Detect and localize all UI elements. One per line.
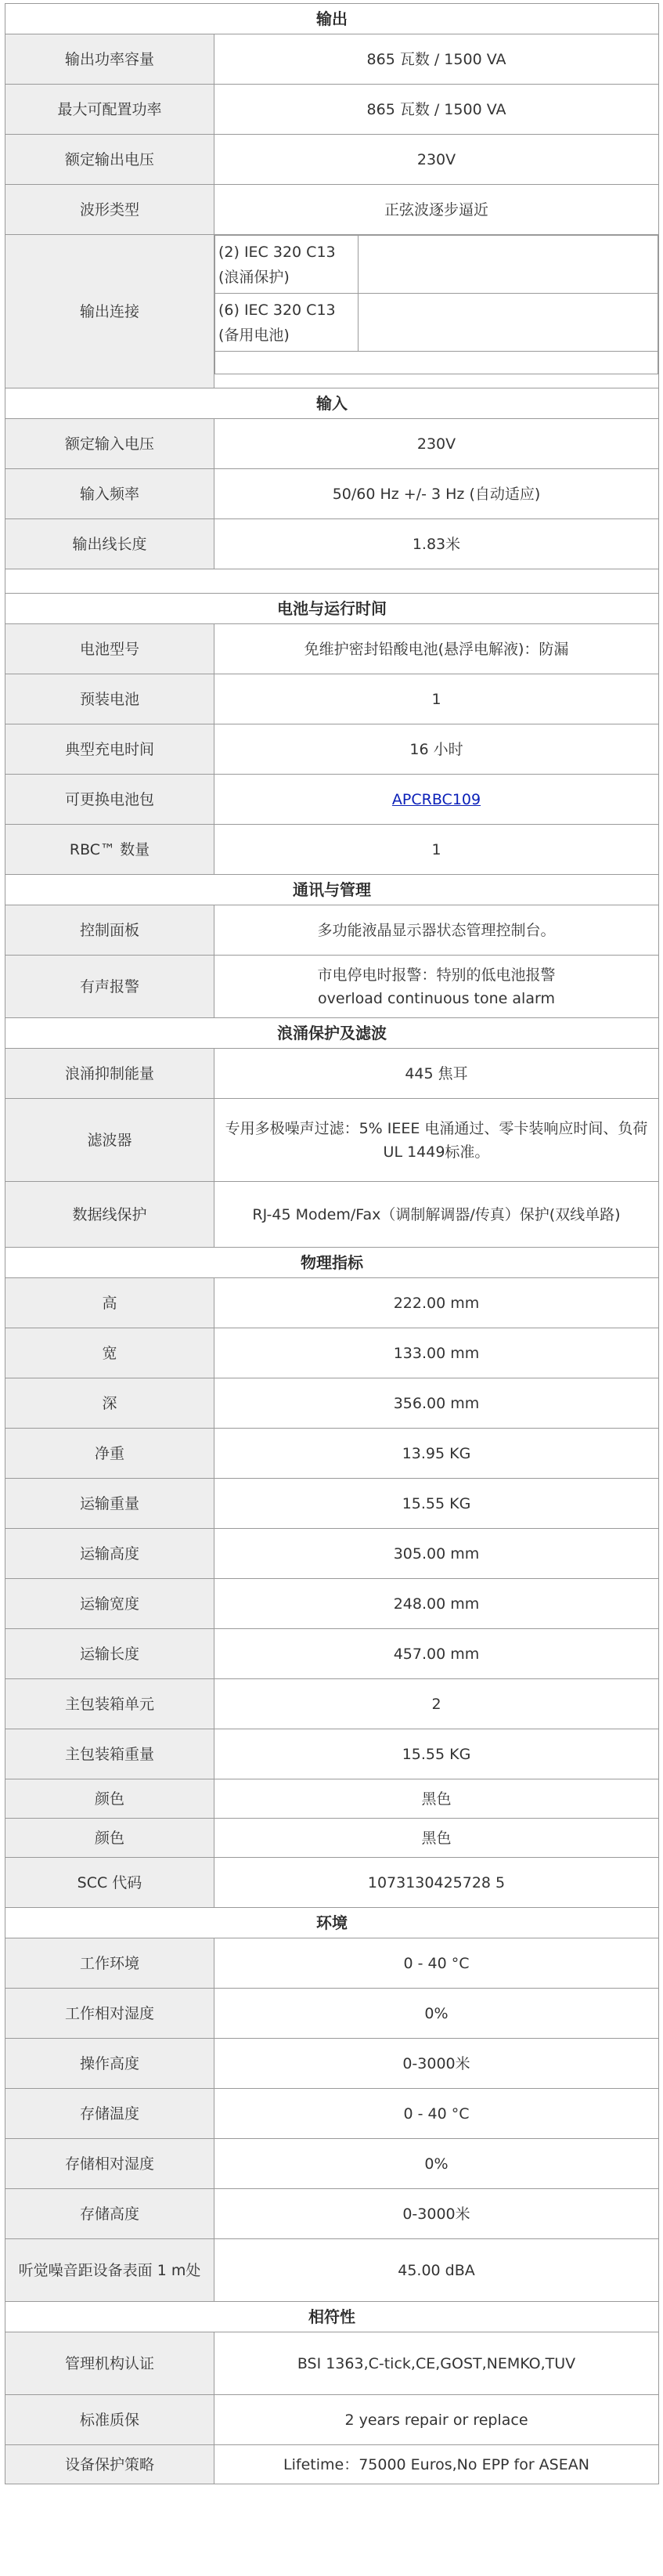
spec-row	[5, 624, 659, 674]
spec-row	[5, 1629, 659, 1679]
spec-value	[214, 956, 659, 1018]
spec-row	[5, 674, 659, 724]
spec-value: 专用多极噪声过滤：5% IEEE 电涌通过、零卡装响应时间、负荷 UL 1449标准。	[214, 1099, 659, 1182]
spec-row	[5, 469, 659, 519]
spec-value: 230V	[214, 419, 659, 469]
spec-value: 多功能液晶显示器状态管理控制台。	[214, 905, 659, 956]
spec-value: 133.00 mm	[214, 1328, 659, 1378]
spec-row	[5, 1049, 659, 1099]
spec-value: 45.00 dBA	[214, 2239, 659, 2302]
spec-value: 16 小时	[214, 724, 659, 775]
spec-value: 445 焦耳	[214, 1049, 659, 1099]
spacer-cell	[5, 569, 659, 594]
spec-row	[5, 1099, 659, 1182]
spec-label: 可更换电池包	[5, 775, 214, 825]
alarm-line: 市电停电时报警：特别的低电池报警	[317, 966, 556, 984]
spec-value: 1073130425728 5	[214, 1858, 659, 1908]
connection-empty	[215, 352, 658, 374]
spec-value	[214, 775, 659, 825]
spec-value: 1	[214, 825, 659, 875]
spacer-row	[5, 569, 659, 594]
spec-label: 运输长度	[5, 1629, 214, 1679]
spec-label: SCC 代码	[5, 1858, 214, 1908]
spec-row	[5, 519, 659, 569]
spec-label: 主包装箱重量	[5, 1729, 214, 1779]
connection-row	[215, 294, 658, 352]
section-header-comm	[5, 875, 659, 905]
spec-value: 0 - 40 °C	[214, 2089, 659, 2139]
section-header-battery	[5, 594, 659, 624]
spec-label: 高	[5, 1278, 214, 1328]
spec-row	[5, 1729, 659, 1779]
spec-row	[5, 775, 659, 825]
spec-label: 设备保护策略	[5, 2445, 214, 2484]
spec-row	[5, 2445, 659, 2484]
spec-row	[5, 2239, 659, 2302]
spec-value: 865 瓦数 / 1500 VA	[214, 85, 659, 135]
spec-label: 输入频率	[5, 469, 214, 519]
spec-value: 0-3000米	[214, 2189, 659, 2239]
spec-label: 浪涌抑制能量	[5, 1049, 214, 1099]
spec-label: 净重	[5, 1429, 214, 1479]
alarm-line: overload continuous tone alarm	[318, 989, 555, 1007]
spec-label: RBC™ 数量	[5, 825, 214, 875]
spec-label: 存储相对湿度	[5, 2139, 214, 2189]
spec-label: 有声报警	[5, 956, 214, 1018]
spec-value: 0-3000米	[214, 2039, 659, 2089]
spec-label: 颜色	[5, 1779, 214, 1819]
spec-label: 额定输入电压	[5, 419, 214, 469]
connection-row-blank	[215, 352, 658, 374]
spec-row	[5, 825, 659, 875]
section-title: 电池与运行时间	[5, 594, 659, 624]
spec-value: RJ-45 Modem/Fax（调制解调器/传真）保护(双线单路)	[214, 1182, 659, 1248]
section-title: 通讯与管理	[5, 875, 659, 905]
spec-value: 356.00 mm	[214, 1378, 659, 1429]
spec-value: 13.95 KG	[214, 1429, 659, 1479]
connection-row	[215, 236, 658, 294]
spec-row-output-connections	[5, 235, 659, 388]
spec-value: 305.00 mm	[214, 1529, 659, 1579]
spec-row	[5, 85, 659, 135]
spec-label: 输出线长度	[5, 519, 214, 569]
spec-row	[5, 419, 659, 469]
section-header-input	[5, 388, 659, 419]
spec-label: 滤波器	[5, 1099, 214, 1182]
spec-row	[5, 135, 659, 185]
spec-table	[5, 3, 659, 2484]
spec-row	[5, 2189, 659, 2239]
spec-row	[5, 2139, 659, 2189]
spec-label: 管理机构认证	[5, 2332, 214, 2395]
spec-label: 存储高度	[5, 2189, 214, 2239]
section-title: 相符性	[5, 2302, 659, 2332]
spec-label: 预装电池	[5, 674, 214, 724]
spec-row	[5, 1579, 659, 1629]
connection-item: (2) IEC 320 C13 (浪涌保护)	[215, 236, 359, 294]
section-header-output	[5, 4, 659, 34]
spec-label: 电池型号	[5, 624, 214, 674]
spec-value: 黑色	[214, 1819, 659, 1858]
spec-value: 0 - 40 °C	[214, 1938, 659, 1989]
spec-label: 深	[5, 1378, 214, 1429]
spec-value: 0%	[214, 2139, 659, 2189]
spec-row	[5, 956, 659, 1018]
spec-label: 波形类型	[5, 185, 214, 235]
spec-value: 2	[214, 1679, 659, 1729]
spec-value: 正弦波逐步逼近	[214, 185, 659, 235]
spec-label: 额定输出电压	[5, 135, 214, 185]
section-header-env	[5, 1908, 659, 1938]
spec-row	[5, 2089, 659, 2139]
section-header-physical	[5, 1248, 659, 1278]
spec-label: 数据线保护	[5, 1182, 214, 1248]
spec-label: 控制面板	[5, 905, 214, 956]
connection-empty	[359, 236, 658, 294]
spec-row	[5, 1779, 659, 1819]
spec-label: 操作高度	[5, 2039, 214, 2089]
spec-value: Lifetime：75000 Euros,No EPP for ASEAN	[214, 2445, 659, 2484]
spec-label: 工作环境	[5, 1938, 214, 1989]
spec-row	[5, 724, 659, 775]
spec-value: 15.55 KG	[214, 1729, 659, 1779]
section-title: 物理指标	[5, 1248, 659, 1278]
spec-row	[5, 1278, 659, 1328]
spec-row	[5, 34, 659, 85]
spec-row	[5, 1819, 659, 1858]
spec-value: 248.00 mm	[214, 1579, 659, 1629]
spec-row	[5, 1429, 659, 1479]
spec-row	[5, 2039, 659, 2089]
spec-label: 听觉噪音距设备表面 1 m处	[5, 2239, 214, 2302]
spec-label: 输出连接	[5, 235, 214, 388]
section-title: 浪涌保护及滤波	[5, 1018, 659, 1049]
spec-value: 15.55 KG	[214, 1479, 659, 1529]
spec-row	[5, 905, 659, 956]
output-connections-cell	[214, 235, 659, 388]
spec-value: 黑色	[214, 1779, 659, 1819]
spec-label: 存储温度	[5, 2089, 214, 2139]
spec-label: 典型充电时间	[5, 724, 214, 775]
spec-label: 工作相对湿度	[5, 1989, 214, 2039]
spec-row	[5, 1479, 659, 1529]
spec-row	[5, 1328, 659, 1378]
spec-value: 865 瓦数 / 1500 VA	[214, 34, 659, 85]
spec-value: BSI 1363,C-tick,CE,GOST,NEMKO,TUV	[214, 2332, 659, 2395]
spec-row	[5, 1182, 659, 1248]
spec-row	[5, 1858, 659, 1908]
spec-value: 222.00 mm	[214, 1278, 659, 1328]
spec-row	[5, 1989, 659, 2039]
spec-label: 运输重量	[5, 1479, 214, 1529]
spec-row	[5, 1529, 659, 1579]
spec-label: 运输高度	[5, 1529, 214, 1579]
spec-value: 2 years repair or replace	[214, 2395, 659, 2445]
spec-value: 50/60 Hz +/- 3 Hz (自动适应)	[214, 469, 659, 519]
spec-row	[5, 2395, 659, 2445]
spec-label: 输出功率容量	[5, 34, 214, 85]
spec-row	[5, 1378, 659, 1429]
spec-label: 最大可配置功率	[5, 85, 214, 135]
spec-value: 免维护密封铅酸电池(悬浮电解液)：防漏	[214, 624, 659, 674]
connection-empty	[359, 294, 658, 352]
spec-row	[5, 1938, 659, 1989]
spec-label: 主包装箱单元	[5, 1679, 214, 1729]
spec-row	[5, 1679, 659, 1729]
spec-label: 宽	[5, 1328, 214, 1378]
section-header-conform	[5, 2302, 659, 2332]
section-title: 环境	[5, 1908, 659, 1938]
section-title: 输入	[5, 388, 659, 419]
output-connections-table	[214, 235, 658, 374]
spec-value: 230V	[214, 135, 659, 185]
connection-item: (6) IEC 320 C13 (备用电池)	[215, 294, 359, 352]
spec-row	[5, 185, 659, 235]
section-title: 输出	[5, 4, 659, 34]
spec-value: 1.83米	[214, 519, 659, 569]
spec-label: 颜色	[5, 1819, 214, 1858]
spec-label: 运输宽度	[5, 1579, 214, 1629]
spec-row	[5, 2332, 659, 2395]
spec-value: 0%	[214, 1989, 659, 2039]
spec-value: 457.00 mm	[214, 1629, 659, 1679]
spec-value: 1	[214, 674, 659, 724]
replacement-battery-link[interactable]: APCRBC109	[391, 790, 481, 808]
section-header-surge	[5, 1018, 659, 1049]
spec-label: 标准质保	[5, 2395, 214, 2445]
